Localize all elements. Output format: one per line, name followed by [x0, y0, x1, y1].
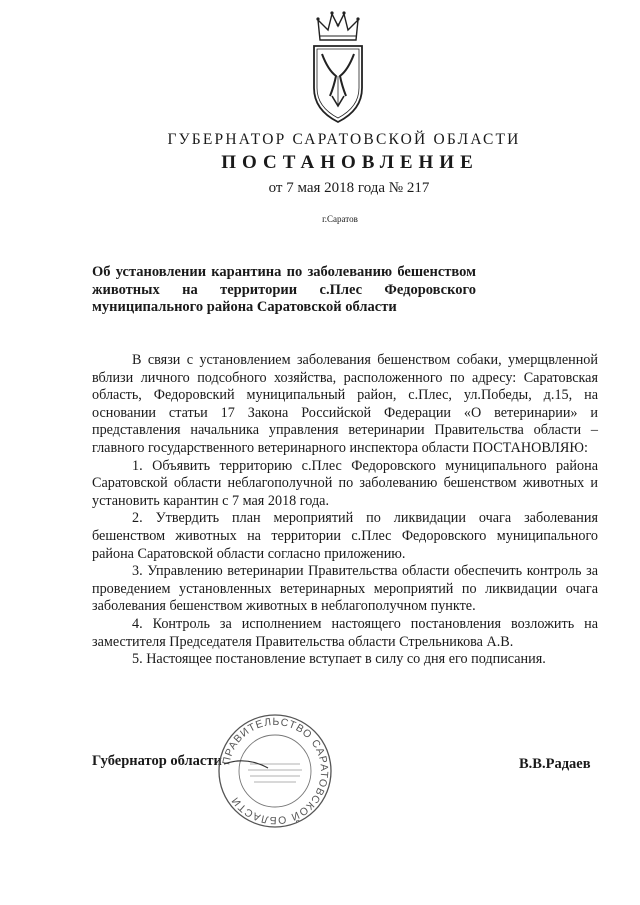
list-item: 4. Контроль за исполнением настоящего постановления возложить на заместителя Председателя Правительства области Стрельникова А.В. — [92, 615, 598, 650]
list-item: 5. Настоящее постановление вступает в силу со дня его подписания. — [132, 651, 546, 668]
list-item: 3. Управлению ветеринарии Правительства области обеспечить контроль за проведением установленных ветеринарных мероприятий по ликвидации очага заболевания бешенством животных в неблагополучном пункте. — [92, 563, 598, 615]
authority-title: ГУБЕРНАТОР САРАТОВСКОЙ ОБЛАСТИ — [167, 131, 521, 148]
svg-text:ПРАВИТЕЛЬСТВО САРАТОВСКОЙ ОБЛА: ПРАВИТЕЛЬСТВО САРАТОВСКОЙ ОБЛАСТИ — [220, 715, 331, 827]
preamble-paragraph: В связи с установлением заболевания бешенством собаки, умерщвленной вблизи личного подсобного хозяйства, расположенного по адресу: Саратовская область, Федоровский муниципальный район, с.Плес, ул.Победы, д.15, на основании статьи 17 Закона Российской Федерации «О ветеринарии» и представления начальника управления ветеринарии Правительства области – главного государственного ветеринарного инспектора области ПОСТАНОВЛЯЮ: — [92, 352, 598, 456]
document-type: ПОСТАНОВЛЕНИЕ — [221, 152, 479, 173]
list-item: 2. Утвердить план мероприятий по ликвидации очага заболевания бешенством животных на территории с.Плес Федоровского муниципального района Саратовской области согласно приложению. — [92, 510, 598, 562]
official-stamp-icon — [216, 712, 334, 830]
signature-name: В.В.Радаев — [519, 756, 591, 772]
signature-position: Губернатор области — [92, 753, 222, 769]
list-item: 1. Объявить территорию с.Плес Федоровского муниципального района Саратовской области неблагополучной по заболеванию бешенством животных и установить карантин с 7 мая 2018 года. — [92, 457, 598, 509]
document-city: г.Саратов — [322, 214, 358, 224]
document-subject: Об установлении карантина по заболеванию бешенством животных на территории с.Плес Федоровского муниципального района Саратовской области — [92, 264, 476, 315]
document-body — [92, 352, 598, 669]
document-date-number: от 7 мая 2018 года № 217 — [268, 180, 430, 196]
coat-of-arms-icon — [306, 10, 370, 126]
